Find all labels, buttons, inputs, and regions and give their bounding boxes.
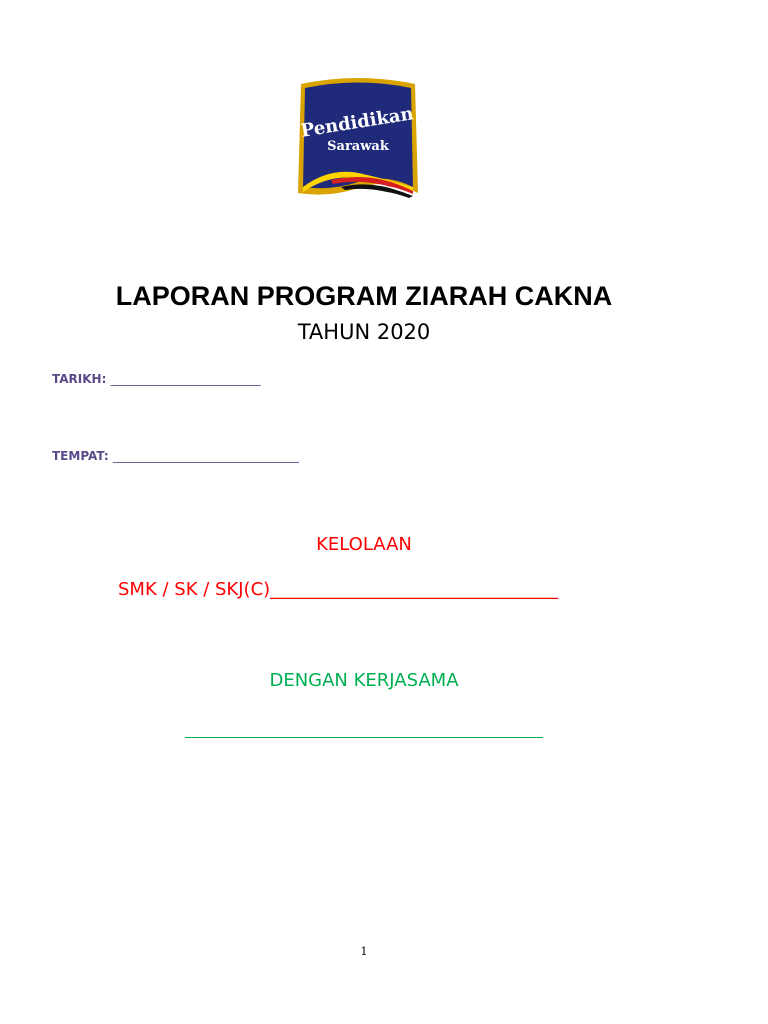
logo-text-top: Pendidikan: [299, 103, 415, 142]
kerjasama-blank-line: [185, 737, 543, 738]
document-title-text: LAPORAN PROGRAM ZIARAH CAKNA: [115, 281, 613, 311]
school-type-line: SMK / SK / SKJ(C)________________________________: [118, 579, 559, 600]
page-number: 1: [360, 945, 368, 958]
tempat-label: TEMPAT:: [52, 449, 109, 463]
tarikh-field: [52, 372, 261, 386]
pendidikan-sarawak-logo: [291, 70, 425, 206]
tempat-field: [52, 449, 299, 463]
tempat-blank: _______________________________: [112, 449, 299, 463]
document-subtitle: TAHUN 2020: [297, 320, 431, 344]
logo-text-bottom: Sarawak: [327, 139, 389, 154]
kerjasama-heading: DENGAN KERJASAMA: [269, 670, 459, 691]
tarikh-blank: _________________________: [110, 372, 261, 386]
document-title: [0, 281, 728, 312]
tarikh-label: TARIKH:: [52, 372, 107, 386]
kelolaan-heading: KELOLAAN: [316, 534, 412, 555]
